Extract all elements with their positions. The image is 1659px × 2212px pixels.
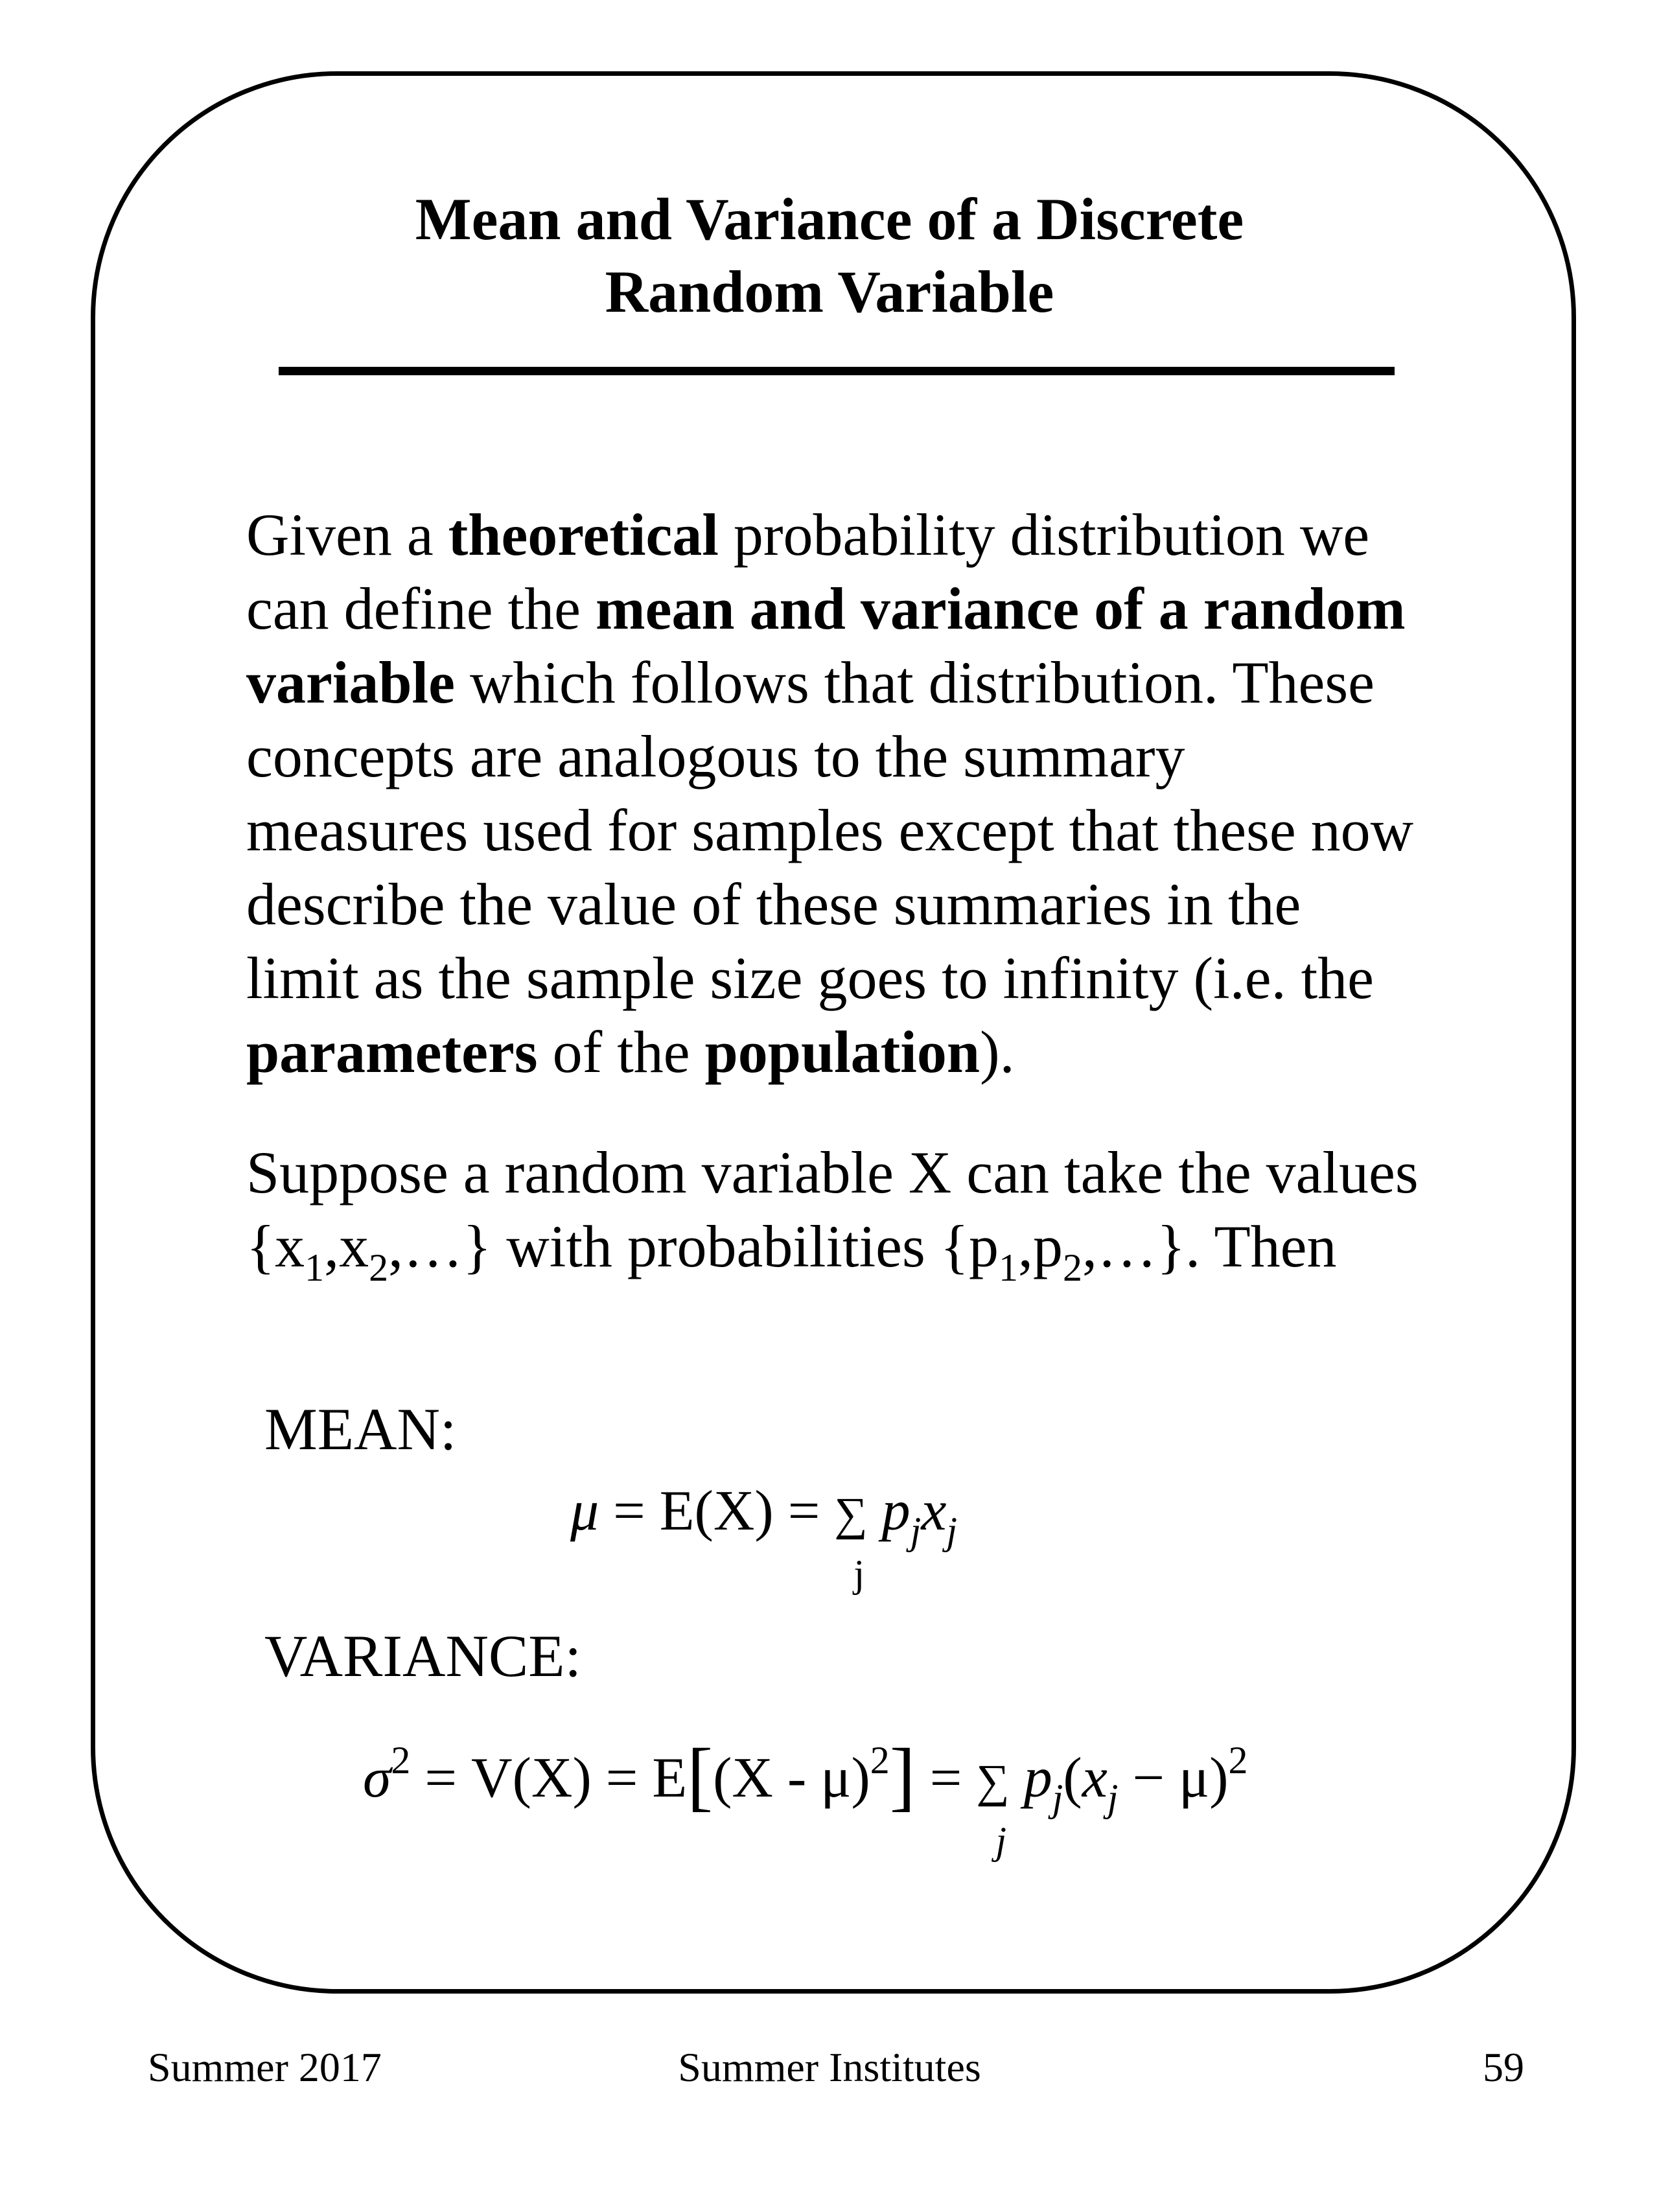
sum-index: j [995,1819,1007,1862]
title-line-1: Mean and Variance of a Discrete [415,186,1244,252]
text: probability distribution we [718,502,1370,568]
p-symbol: p [1023,1747,1052,1810]
footer-source: Summer Institutes [678,2044,981,2090]
bold-text: mean and variance of a random [595,576,1406,642]
text: Given a [246,502,448,568]
left-bracket: [ [687,1732,713,1819]
footer-date: Summer 2017 [148,2044,382,2090]
title-divider [279,367,1395,375]
text: which follows that distribution. These [454,649,1375,716]
paragraph-definition [246,498,1491,1089]
para2-line-1: Suppose a random variable X can take the values [246,1139,1419,1205]
para1-line-4: concepts are analogous to the summary [246,723,1185,789]
formula-text: = E(X) = [599,1480,835,1543]
subscript: j [1107,1776,1119,1819]
sigma-symbol: σ [363,1747,391,1810]
right-bracket: ] [889,1732,916,1819]
text: ,…}. Then [1082,1213,1337,1279]
para2-line-2 [246,1209,1491,1290]
subscript: j [910,1509,922,1552]
x-symbol: x [921,1480,947,1543]
para1-line-2 [246,572,1491,646]
text: ,p [1017,1213,1063,1279]
superscript: 2 [391,1739,411,1782]
sigma-glyph: ∑ [834,1488,868,1540]
superscript: 2 [870,1739,890,1782]
subscript: 1 [998,1246,1018,1289]
summation-symbol [976,1749,1010,1862]
paragraph-supposition [246,1135,1491,1290]
formula-text: (X - μ) [713,1747,870,1810]
text: ,…} with probabilities {p [388,1213,999,1279]
bold-text: theoretical [448,502,719,568]
mean-formula [570,1479,958,1595]
formula-text: = V(X) = E [410,1747,688,1810]
bold-text: parameters [246,1019,538,1085]
title-line-2: Random Variable [605,259,1054,325]
sum-index: j [853,1552,865,1595]
mean-label: MEAN: [264,1396,457,1462]
subscript: 2 [369,1246,389,1289]
formula-text: = [915,1747,977,1810]
para1-line-1 [246,498,1491,572]
subscript: j [1052,1776,1063,1819]
text: of the [537,1019,705,1085]
variance-label: VARIANCE: [264,1623,582,1689]
subscript: 1 [305,1246,325,1289]
text: ). [980,1019,1015,1085]
para1-line-5: measures used for samples except that these now [246,797,1414,863]
slide-title [0,183,1659,328]
bold-text: population [704,1019,980,1085]
sigma-glyph: ∑ [976,1755,1010,1807]
page-number: 59 [1483,2044,1524,2090]
para1-line-8 [246,1015,1491,1089]
para1-line-7: limit as the sample size goes to infinity (i.e. the [246,945,1374,1011]
bold-text: variable [246,649,455,716]
text: ,x [324,1213,369,1279]
subscript: 2 [1062,1246,1082,1289]
text: can define the [246,576,596,642]
p-symbol: p [881,1480,911,1543]
para1-line-6: describe the value of these summaries in the [246,871,1301,937]
superscript: 2 [1228,1739,1248,1782]
para1-line-3 [246,646,1491,719]
x-symbol: x [1082,1747,1108,1810]
formula-text: − μ) [1118,1747,1229,1810]
subscript: j [946,1509,958,1552]
mu-symbol: μ [570,1480,599,1543]
formula-text: ( [1063,1747,1082,1810]
text: {x [246,1213,305,1279]
variance-formula [363,1732,1248,1862]
summation-symbol [834,1482,868,1595]
